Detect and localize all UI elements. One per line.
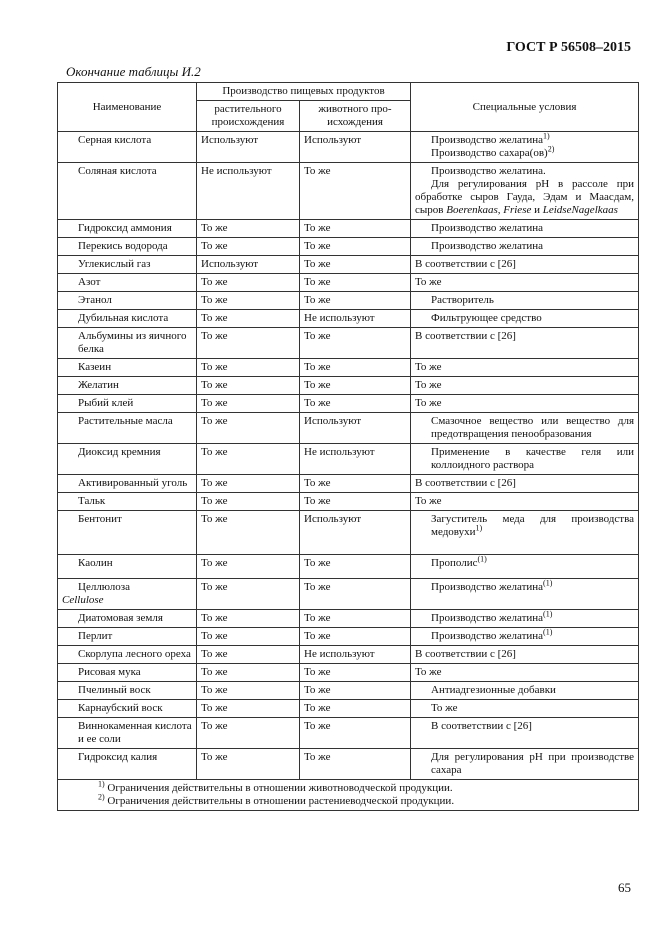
- special-condition: То же: [411, 395, 639, 413]
- animal-use: То же: [300, 718, 411, 749]
- table-row: [58, 220, 639, 238]
- special-condition: В соответствии с [26]: [411, 718, 639, 749]
- special-condition: То же: [411, 359, 639, 377]
- page-number: 65: [618, 880, 631, 895]
- special-condition: Загуститель меда для производства медовухи$^{1)}$: [411, 511, 639, 555]
- animal-use: То же: [300, 328, 411, 359]
- substance-name: Дубильная кислота: [58, 310, 197, 328]
- special-condition: Для регулирования pH при производстве сахара: [411, 749, 639, 780]
- table-caption: Окончание таблицы И.2: [66, 64, 201, 79]
- substance-name: Растительные масла: [58, 413, 197, 444]
- substance-name: Целлюлоза Cellulose: [58, 579, 197, 610]
- table-row: [58, 718, 639, 749]
- table-row: [58, 682, 639, 700]
- plant-use: То же: [197, 328, 300, 359]
- animal-use: То же: [300, 359, 411, 377]
- table-row: [58, 664, 639, 682]
- plant-use: То же: [197, 749, 300, 780]
- table-row: [58, 132, 639, 163]
- animal-use: То же: [300, 292, 411, 310]
- animal-use: То же: [300, 220, 411, 238]
- plant-use: То же: [197, 359, 300, 377]
- animal-use: То же: [300, 274, 411, 292]
- substance-name: Бентонит: [58, 511, 197, 555]
- plant-use: Используют: [197, 132, 300, 163]
- substance-name: Гидроксид калия: [58, 749, 197, 780]
- substance-name: Пчелиный воск: [58, 682, 197, 700]
- substance-name: Каолин: [58, 555, 197, 579]
- plant-use: То же: [197, 610, 300, 628]
- table-row: [58, 163, 639, 220]
- substance-name: Альбумины из яичного белка: [58, 328, 197, 359]
- substance-name: Перлит: [58, 628, 197, 646]
- animal-use: То же: [300, 493, 411, 511]
- table-row: [58, 444, 639, 475]
- table-row: [58, 579, 639, 610]
- animal-use: То же: [300, 682, 411, 700]
- table-row: [58, 238, 639, 256]
- plant-use: То же: [197, 579, 300, 610]
- table-notes: [58, 780, 639, 811]
- animal-use: Не используют: [300, 646, 411, 664]
- plant-use: Не используют: [197, 163, 300, 220]
- special-condition: Смазочное вещество или вещество для предотвращения пенообразования: [411, 413, 639, 444]
- animal-use: То же: [300, 664, 411, 682]
- plant-use: То же: [197, 238, 300, 256]
- special-condition: То же: [411, 700, 639, 718]
- animal-use: То же: [300, 475, 411, 493]
- animal-use: Используют: [300, 413, 411, 444]
- footnotes: [58, 780, 639, 811]
- table-row: [58, 749, 639, 780]
- plant-use: То же: [197, 413, 300, 444]
- substance-name: Гидроксид аммония: [58, 220, 197, 238]
- header-animal: животного про-исхождения: [300, 101, 411, 132]
- table-row: [58, 475, 639, 493]
- plant-use: То же: [197, 274, 300, 292]
- substance-name: Этанол: [58, 292, 197, 310]
- animal-use: То же: [300, 555, 411, 579]
- plant-use: То же: [197, 511, 300, 555]
- plant-use: То же: [197, 493, 300, 511]
- table-row: [58, 359, 639, 377]
- animal-use: То же: [300, 163, 411, 220]
- special-condition: В соответствии с [26]: [411, 328, 639, 359]
- table-row: [58, 555, 639, 579]
- special-condition: Применение в качестве геля или коллоидного раствора: [411, 444, 639, 475]
- plant-use: То же: [197, 475, 300, 493]
- animal-use: Не используют: [300, 310, 411, 328]
- special-condition: В соответствии с [26]: [411, 646, 639, 664]
- substance-name: Диатомовая земля: [58, 610, 197, 628]
- special-condition: То же: [411, 493, 639, 511]
- special-condition: Растворитель: [411, 292, 639, 310]
- special-condition: В соответствии с [26]: [411, 475, 639, 493]
- header-name: Наименование: [58, 83, 197, 132]
- substance-name: Соляная кислота: [58, 163, 197, 220]
- special-condition: Производство желатина: [411, 220, 639, 238]
- substance-name: Углекислый газ: [58, 256, 197, 274]
- table-row: [58, 493, 639, 511]
- substance-name: Тальк: [58, 493, 197, 511]
- substance-name: Желатин: [58, 377, 197, 395]
- plant-use: То же: [197, 377, 300, 395]
- substances-table: [57, 82, 639, 811]
- special-condition: Производство желатина$^{(1)}$: [411, 610, 639, 628]
- document-code: ГОСТ Р 56508–2015: [506, 40, 631, 55]
- table-row: [58, 511, 639, 555]
- plant-use: То же: [197, 395, 300, 413]
- animal-use: То же: [300, 610, 411, 628]
- plant-use: То же: [197, 628, 300, 646]
- header-special: Специальные условия: [411, 83, 639, 132]
- plant-use: То же: [197, 310, 300, 328]
- plant-use: То же: [197, 664, 300, 682]
- plant-use: То же: [197, 718, 300, 749]
- substance-name: Карнаубский воск: [58, 700, 197, 718]
- table-row: [58, 413, 639, 444]
- plant-use: То же: [197, 646, 300, 664]
- plant-use: То же: [197, 682, 300, 700]
- table-row: [58, 310, 639, 328]
- table-row: [58, 628, 639, 646]
- plant-use: Используют: [197, 256, 300, 274]
- substance-name: Рисовая мука: [58, 664, 197, 682]
- footnote-1: $^{1)}$ Ограничения действительны в отношении животноводческой продукции.: [98, 779, 453, 794]
- animal-use: То же: [300, 579, 411, 610]
- plant-use: То же: [197, 292, 300, 310]
- special-condition: То же: [411, 274, 639, 292]
- footnote-2: $^{2)}$ Ограничения действительны в отношении растениеводческой продукции.: [98, 792, 455, 807]
- table-row: [58, 700, 639, 718]
- substance-name: Диоксид кремния: [58, 444, 197, 475]
- table-row: [58, 328, 639, 359]
- special-condition: Производство желатина$^{(1)}$: [411, 628, 639, 646]
- plant-use: То же: [197, 444, 300, 475]
- substance-name: Активированный уголь: [58, 475, 197, 493]
- special-condition: Фильтрующее средство: [411, 310, 639, 328]
- special-condition: Производство желатина$^{1)}$ Производство сахара(ов)$^{2)}$: [411, 132, 639, 163]
- table-row: [58, 610, 639, 628]
- special-condition: То же: [411, 377, 639, 395]
- table-row: [58, 395, 639, 413]
- special-condition: Производство желатина: [411, 238, 639, 256]
- plant-use: То же: [197, 555, 300, 579]
- plant-use: То же: [197, 220, 300, 238]
- substance-name: Азот: [58, 274, 197, 292]
- substance-name: Казеин: [58, 359, 197, 377]
- animal-use: Используют: [300, 511, 411, 555]
- substance-name: Виннокаменная кислота и ее соли: [58, 718, 197, 749]
- table-row: [58, 377, 639, 395]
- substance-name: Перекись водорода: [58, 238, 197, 256]
- table-row: [58, 274, 639, 292]
- table-row: [58, 256, 639, 274]
- animal-use: То же: [300, 377, 411, 395]
- animal-use: Не используют: [300, 444, 411, 475]
- special-condition: То же: [411, 664, 639, 682]
- animal-use: То же: [300, 628, 411, 646]
- table-row: [58, 292, 639, 310]
- animal-use: То же: [300, 256, 411, 274]
- substance-name: Рыбий клей: [58, 395, 197, 413]
- special-condition: Производство желатина. Для регулирования pH в рассоле при обработке сыров Гауда, Эдам и Маасдам, сыров Boerenkaas, Friese и LeidseNagelkaas: [411, 163, 639, 220]
- animal-use: То же: [300, 749, 411, 780]
- special-condition: Производство желатина$^{(1)}$: [411, 579, 639, 610]
- special-condition: Прополис$^{(1)}$: [411, 555, 639, 579]
- special-condition: В соответствии с [26]: [411, 256, 639, 274]
- header-plant: растительного происхождения: [197, 101, 300, 132]
- animal-use: То же: [300, 238, 411, 256]
- substance-name: Скорлупа лесного ореха: [58, 646, 197, 664]
- header-production: Производство пищевых продуктов: [197, 83, 411, 101]
- plant-use: То же: [197, 700, 300, 718]
- substance-name: Серная кислота: [58, 132, 197, 163]
- table-row: [58, 646, 639, 664]
- animal-use: То же: [300, 700, 411, 718]
- animal-use: То же: [300, 395, 411, 413]
- animal-use: Используют: [300, 132, 411, 163]
- special-condition: Антиадгезионные добавки: [411, 682, 639, 700]
